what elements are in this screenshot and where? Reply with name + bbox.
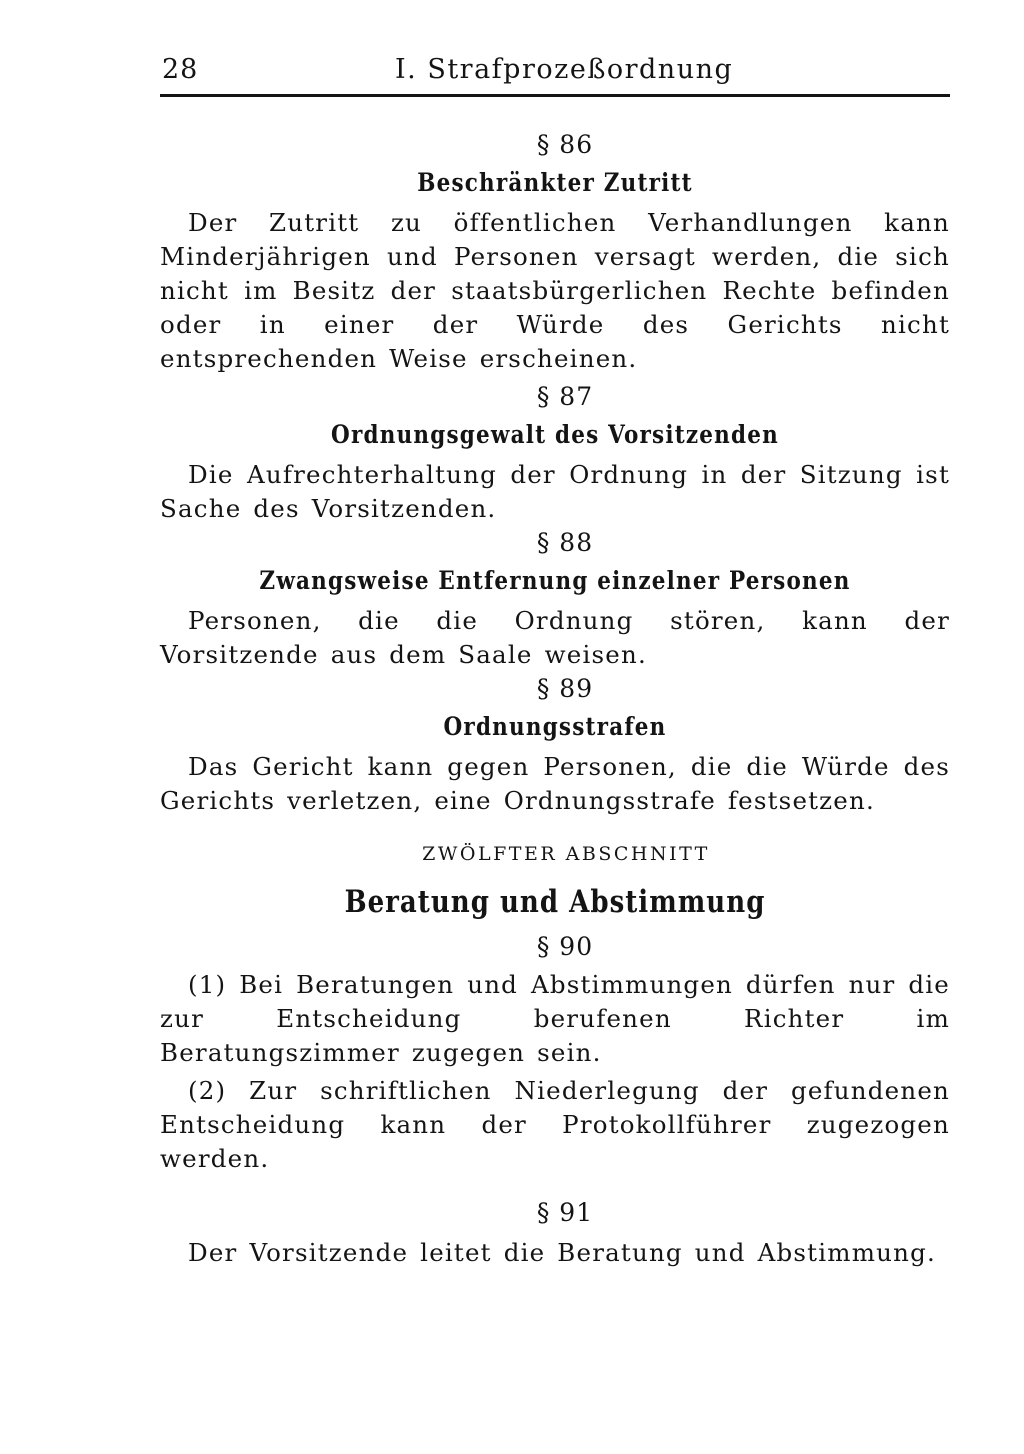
section-number: § 86 <box>536 130 594 159</box>
section-87 <box>160 380 950 526</box>
chapter-title: Beratung und Abstimmung <box>344 884 766 920</box>
section-title: Ordnungsgewalt des Vorsitzenden <box>331 420 779 449</box>
section-number: § 87 <box>536 382 594 411</box>
section-number: § 91 <box>536 1198 594 1227</box>
section-number: § 89 <box>536 674 594 703</box>
section-88 <box>160 526 950 672</box>
section-paragraph: Personen, die die Ordnung stören, kann der Vorsitzende aus dem Saale weisen. <box>160 606 950 669</box>
chapter-label: ZWÖLFTER ABSCHNITT <box>422 843 710 865</box>
section-number: § 90 <box>536 932 594 961</box>
chapter-heading <box>160 840 950 924</box>
section-paragraph: (1) Bei Beratungen und Abstimmungen dürfen nur die zur Entscheidung berufenen Richter im Beratungszimmer zugegen sein. <box>160 970 950 1067</box>
section-title: Beschränkter Zutritt <box>417 168 693 197</box>
section-86 <box>160 128 950 376</box>
page-header <box>160 48 950 96</box>
section-paragraph: Das Gericht kann gegen Personen, die die Würde des Gerichts verletzen, eine Ordnungsstrafe festsetzen. <box>160 752 950 815</box>
section-paragraph: Der Zutritt zu öffentlichen Verhandlungen kann Minderjährigen und Personen versagt werden, die sich nicht im Besitz der staatsbürgerlichen Rechte befinden oder in einer der Würde des Gerichts nicht entsprechenden Weise erscheinen. <box>160 208 950 373</box>
section-paragraph: Die Aufrechterhaltung der Ordnung in der Sitzung ist Sache des Vorsitzenden. <box>160 460 950 523</box>
section-title: Zwangsweise Entfernung einzelner Personen <box>259 566 851 595</box>
book-page <box>160 48 950 1270</box>
running-title: I. Strafprozeßordnung <box>395 54 734 85</box>
page-number: 28 <box>162 54 199 85</box>
section-91 <box>160 1196 950 1270</box>
section-paragraph: (2) Zur schriftlichen Niederlegung der gefundenen Entscheidung kann der Protokollführer zugezogen werden. <box>160 1076 950 1173</box>
header-rule <box>160 94 950 97</box>
section-paragraph: Der Vorsitzende leitet die Beratung und Abstimmung. <box>188 1238 936 1267</box>
section-90 <box>160 930 950 1176</box>
section-89 <box>160 672 950 818</box>
section-title: Ordnungsstrafen <box>443 712 667 741</box>
section-number: § 88 <box>536 528 594 557</box>
